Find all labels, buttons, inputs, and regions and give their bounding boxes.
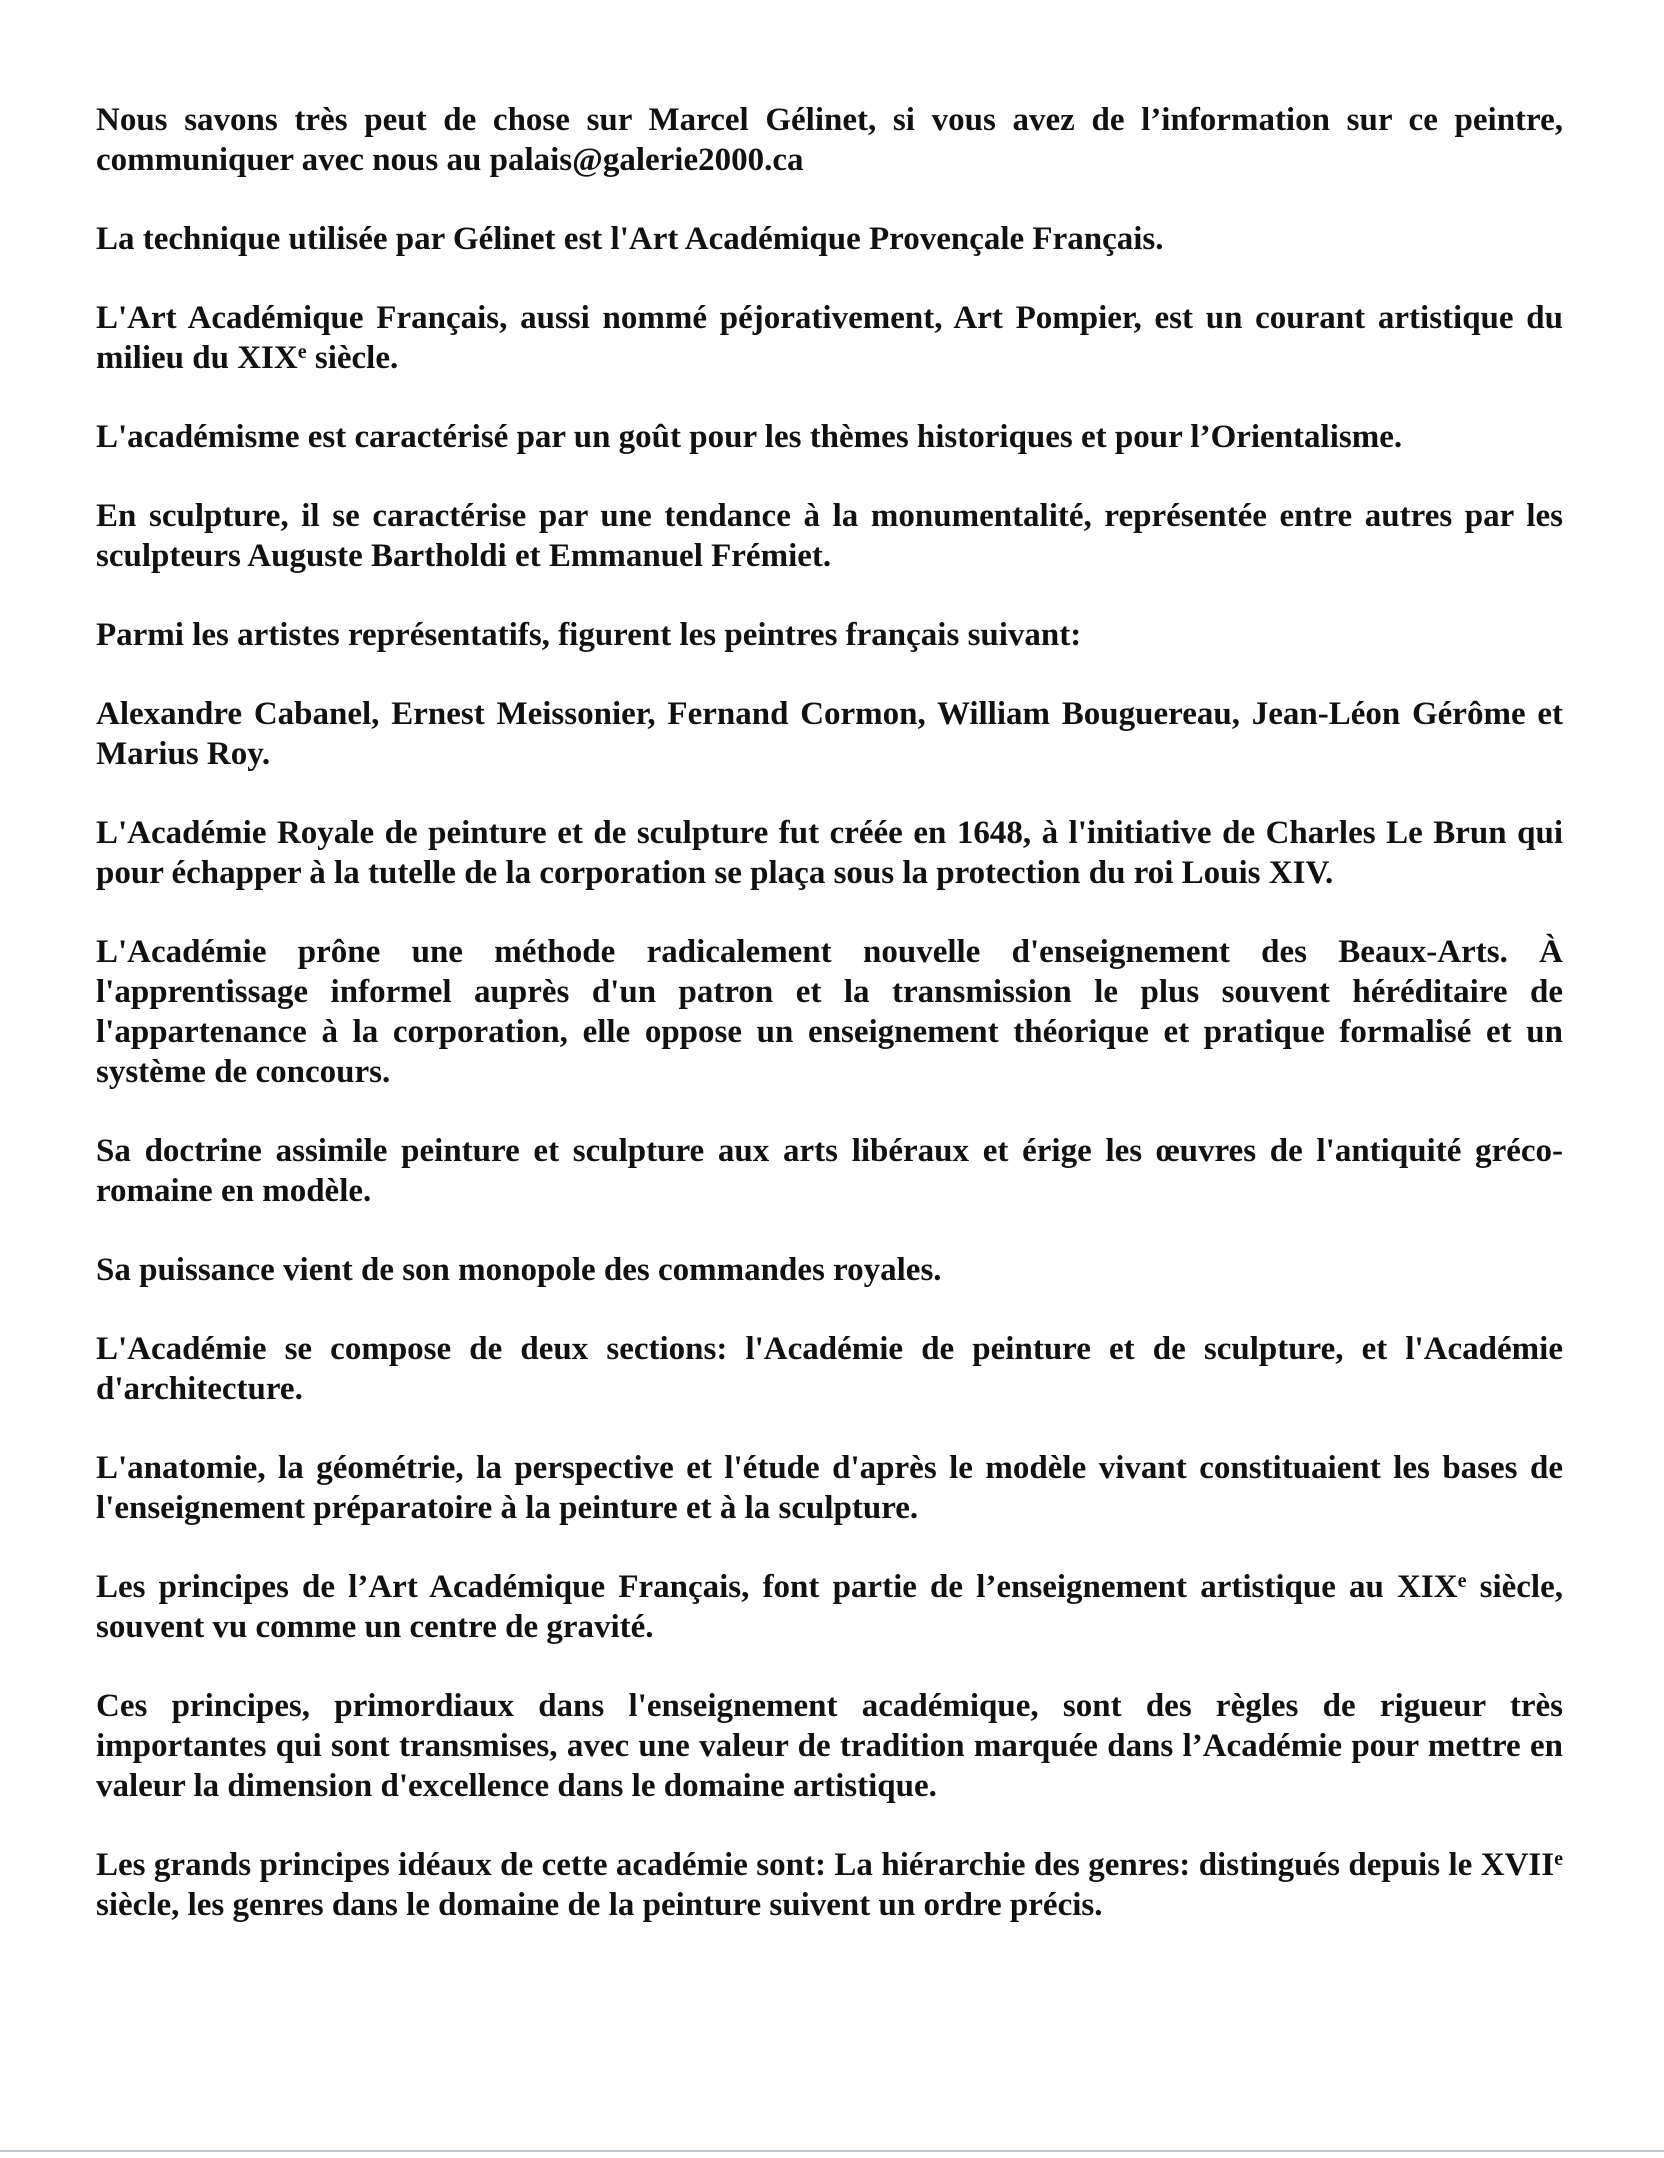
paragraph-text: siècle. xyxy=(306,340,399,376)
paragraph-principes xyxy=(96,1567,1563,1647)
paragraph-regles: Ces principes, primordiaux dans l'enseignement académique, sont des règles de rigueur très importantes qui sont transmises, avec une valeur de tradition marquée dans l’Académie pour mettre en valeur la dimension d'excellence dans le domaine artistique. xyxy=(96,1688,1563,1804)
superscript: e xyxy=(1457,1570,1467,1592)
paragraph-academie-royale: L'Académie Royale de peinture et de sculpture fut créée en 1648, à l'initiative de Charles Le Brun qui pour échapper à la tutelle de la corporation se plaça sous la protection du roi Louis XIV. xyxy=(96,815,1563,891)
paragraph-intro: Nous savons très peut de chose sur Marcel Gélinet, si vous avez de l’information sur ce peintre, communiquer avec nous au palais@galerie2000.ca xyxy=(96,102,1563,178)
paragraph-hierarchie xyxy=(96,1845,1563,1925)
paragraph-doctrine: Sa doctrine assimile peinture et sculpture aux arts libéraux et érige les œuvres de l'antiquité gréco-romaine en modèle. xyxy=(96,1133,1563,1209)
paragraph-anatomie: L'anatomie, la géométrie, la perspective et l'étude d'après le modèle vivant constituaient les bases de l'enseignement préparatoire à la peinture et à la sculpture. xyxy=(96,1450,1563,1526)
paragraph-text: siècle, souvent vu comme un centre de gravité. xyxy=(96,1569,1563,1645)
paragraph-methode: L'Académie prône une méthode radicalement nouvelle d'enseignement des Beaux-Arts. À l'apprentissage informel auprès d'un patron et la transmission le plus souvent héréditaire de l'appartenance à la corporation, elle oppose un enseignement théorique et pratique formalisé et un système de concours. xyxy=(96,934,1563,1090)
paragraph-text: Les grands principes idéaux de cette académie sont: La hiérarchie des genres: distingués depuis le XVII xyxy=(96,1847,1555,1883)
paragraph-technique: La technique utilisée par Gélinet est l'Art Académique Provençale Français. xyxy=(96,221,1164,257)
paragraph-academisme: L'académisme est caractérisé par un goût pour les thèmes historiques et pour l’Orientalisme. xyxy=(96,419,1403,455)
paragraph-puissance: Sa puissance vient de son monopole des commandes royales. xyxy=(96,1252,942,1288)
paragraph-sections: L'Académie se compose de deux sections: l'Académie de peinture et de sculpture, et l'Académie d'architecture. xyxy=(96,1331,1563,1407)
paragraph-text: L'Art Académique Français, aussi nommé péjorativement, Art Pompier, est un courant artistique du milieu du XIX xyxy=(96,300,1563,376)
paragraph-text: siècle, les genres dans le domaine de la peinture suivent un ordre précis. xyxy=(96,1887,1103,1923)
paragraph-art-pompier xyxy=(96,298,1563,378)
bottom-divider xyxy=(0,2150,1664,2152)
paragraph-artist-list: Alexandre Cabanel, Ernest Meissonier, Fernand Cormon, William Bouguereau, Jean-Léon Gérôme et Marius Roy. xyxy=(96,696,1563,772)
paragraph-artistes: Parmi les artistes représentatifs, figurent les peintres français suivant: xyxy=(96,617,1082,653)
superscript: e xyxy=(297,341,307,363)
paragraph-text: Les principes de l’Art Académique Français, font partie de l’enseignement artistique au XIX xyxy=(96,1569,1458,1605)
superscript: e xyxy=(1554,1848,1563,1870)
paragraph-sculpture: En sculpture, il se caractérise par une tendance à la monumentalité, représentée entre autres par les sculpteurs Auguste Bartholdi et Emmanuel Frémiet. xyxy=(96,498,1563,574)
document-page xyxy=(96,100,1563,1964)
